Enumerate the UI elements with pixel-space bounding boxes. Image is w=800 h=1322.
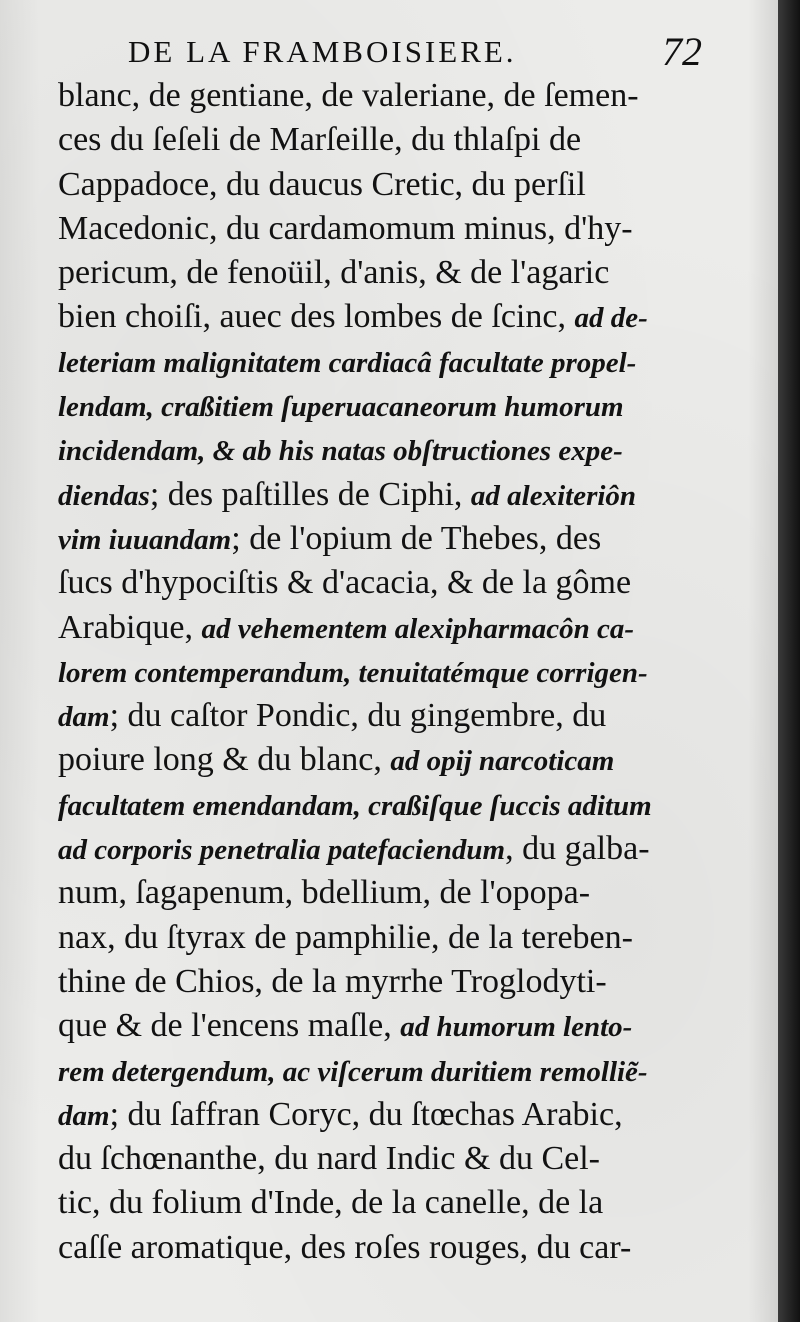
text-line — [58, 916, 712, 960]
roman-text: ; du caſtor Pondic, du gingembre, du — [109, 697, 607, 735]
roman-text: Macedonic, du cardamomum minus, d'hy- — [58, 209, 633, 247]
text-line — [58, 738, 712, 782]
italic-latin-text: ad de- — [574, 302, 648, 335]
text-line — [58, 163, 712, 207]
roman-text: ces du ſeſeli de Marſeille, du thlaſpi de — [58, 121, 582, 159]
text-line — [58, 473, 712, 517]
roman-text: ; de l'opium de Thebes, des — [231, 519, 602, 557]
italic-latin-text: lendam, craßitiem ſuperuacaneorum humorum — [58, 391, 624, 424]
roman-text: que & de l'encens maſle, — [58, 1007, 401, 1045]
roman-text: pericum, de fenoüil, d'anis, & de l'agaric — [58, 254, 610, 292]
text-line — [58, 1137, 712, 1181]
roman-text: tic, du folium d'Inde, de la canelle, de la — [58, 1184, 604, 1222]
text-line — [58, 783, 712, 827]
text-line — [58, 340, 712, 384]
roman-text: ; des paſtilles de Ciphi, — [149, 475, 471, 513]
running-head: DE LA FRAMBOISIERE. — [128, 34, 517, 69]
italic-latin-text: incidendam, & ab his natas obſtructiones expe- — [58, 435, 623, 468]
roman-text: , du galba- — [505, 830, 650, 868]
text-line — [58, 295, 712, 339]
italic-latin-text: ad alexiteriôn — [470, 479, 637, 512]
text-line — [58, 606, 712, 650]
text-line — [58, 1004, 712, 1048]
italic-latin-text: ad corporis penetralia patefaciendum — [58, 834, 506, 867]
roman-text: thine de Chios, de la myrrhe Troglodyti- — [58, 962, 607, 1000]
roman-text: poiure long & du blanc, — [58, 741, 391, 779]
italic-latin-text: ad opij narcoticam — [390, 745, 615, 778]
text-line — [58, 827, 712, 871]
roman-text: Cappadoce, du daucus Cretic, du perſil — [58, 165, 586, 203]
page-header — [128, 28, 708, 72]
page-edge-shadow — [778, 0, 800, 1322]
text-line — [58, 384, 712, 428]
roman-text: ; du ſaffran Coryc, du ſtœchas Arabic, — [109, 1095, 623, 1133]
roman-text: ſucs d'hypociſtis & d'acacia, & de la gôme — [58, 564, 632, 602]
text-line — [58, 118, 712, 162]
italic-latin-text: dam — [58, 1099, 110, 1132]
roman-text: blanc, de gentiane, de valeriane, de ſemen- — [58, 77, 639, 114]
text-line — [58, 251, 712, 295]
text-line — [58, 694, 712, 738]
text-line — [58, 650, 712, 694]
text-line — [58, 960, 712, 1004]
italic-latin-text: facultatem emendandam, craßiſque ſuccis aditum — [58, 789, 652, 822]
text-line — [58, 1181, 712, 1225]
roman-text: caſſe aromatique, des roſes rouges, du car- — [58, 1228, 632, 1266]
text-line — [58, 517, 712, 561]
text-line — [58, 207, 712, 251]
text-line — [58, 1093, 712, 1137]
roman-text: bien choiſi, auec des lombes de ſcinc, — [58, 298, 575, 336]
page-number: 72 — [662, 29, 702, 74]
text-line — [58, 561, 712, 605]
italic-latin-text: dam — [58, 701, 110, 734]
italic-latin-text: ad humorum lento- — [400, 1011, 633, 1044]
italic-latin-text: ad vehementem alexipharmacôn ca- — [201, 612, 635, 645]
roman-text: du ſchœnanthe, du nard Indic & du Cel- — [58, 1140, 600, 1178]
text-line — [58, 1049, 712, 1093]
text-line — [58, 74, 712, 118]
roman-text: num, ſagapenum, bdellium, de l'opopa- — [58, 874, 591, 912]
italic-latin-text: vim iuuandam — [58, 523, 232, 556]
roman-text: nax, du ſtyrax de pamphilie, de la tereben- — [58, 918, 633, 956]
text-line — [58, 1226, 712, 1270]
body-text — [58, 74, 712, 1270]
italic-latin-text: leteriam malignitatem cardiacâ facultate propel- — [58, 346, 637, 379]
italic-latin-text: rem detergendum, ac viſcerum duritiem remolliẽ- — [58, 1055, 648, 1088]
italic-latin-text: lorem contemperandum, tenuitatémque corrigen- — [58, 656, 648, 689]
italic-latin-text: diendas — [58, 479, 150, 512]
text-line — [58, 871, 712, 915]
roman-text: Arabique, — [58, 608, 202, 646]
text-line — [58, 428, 712, 472]
